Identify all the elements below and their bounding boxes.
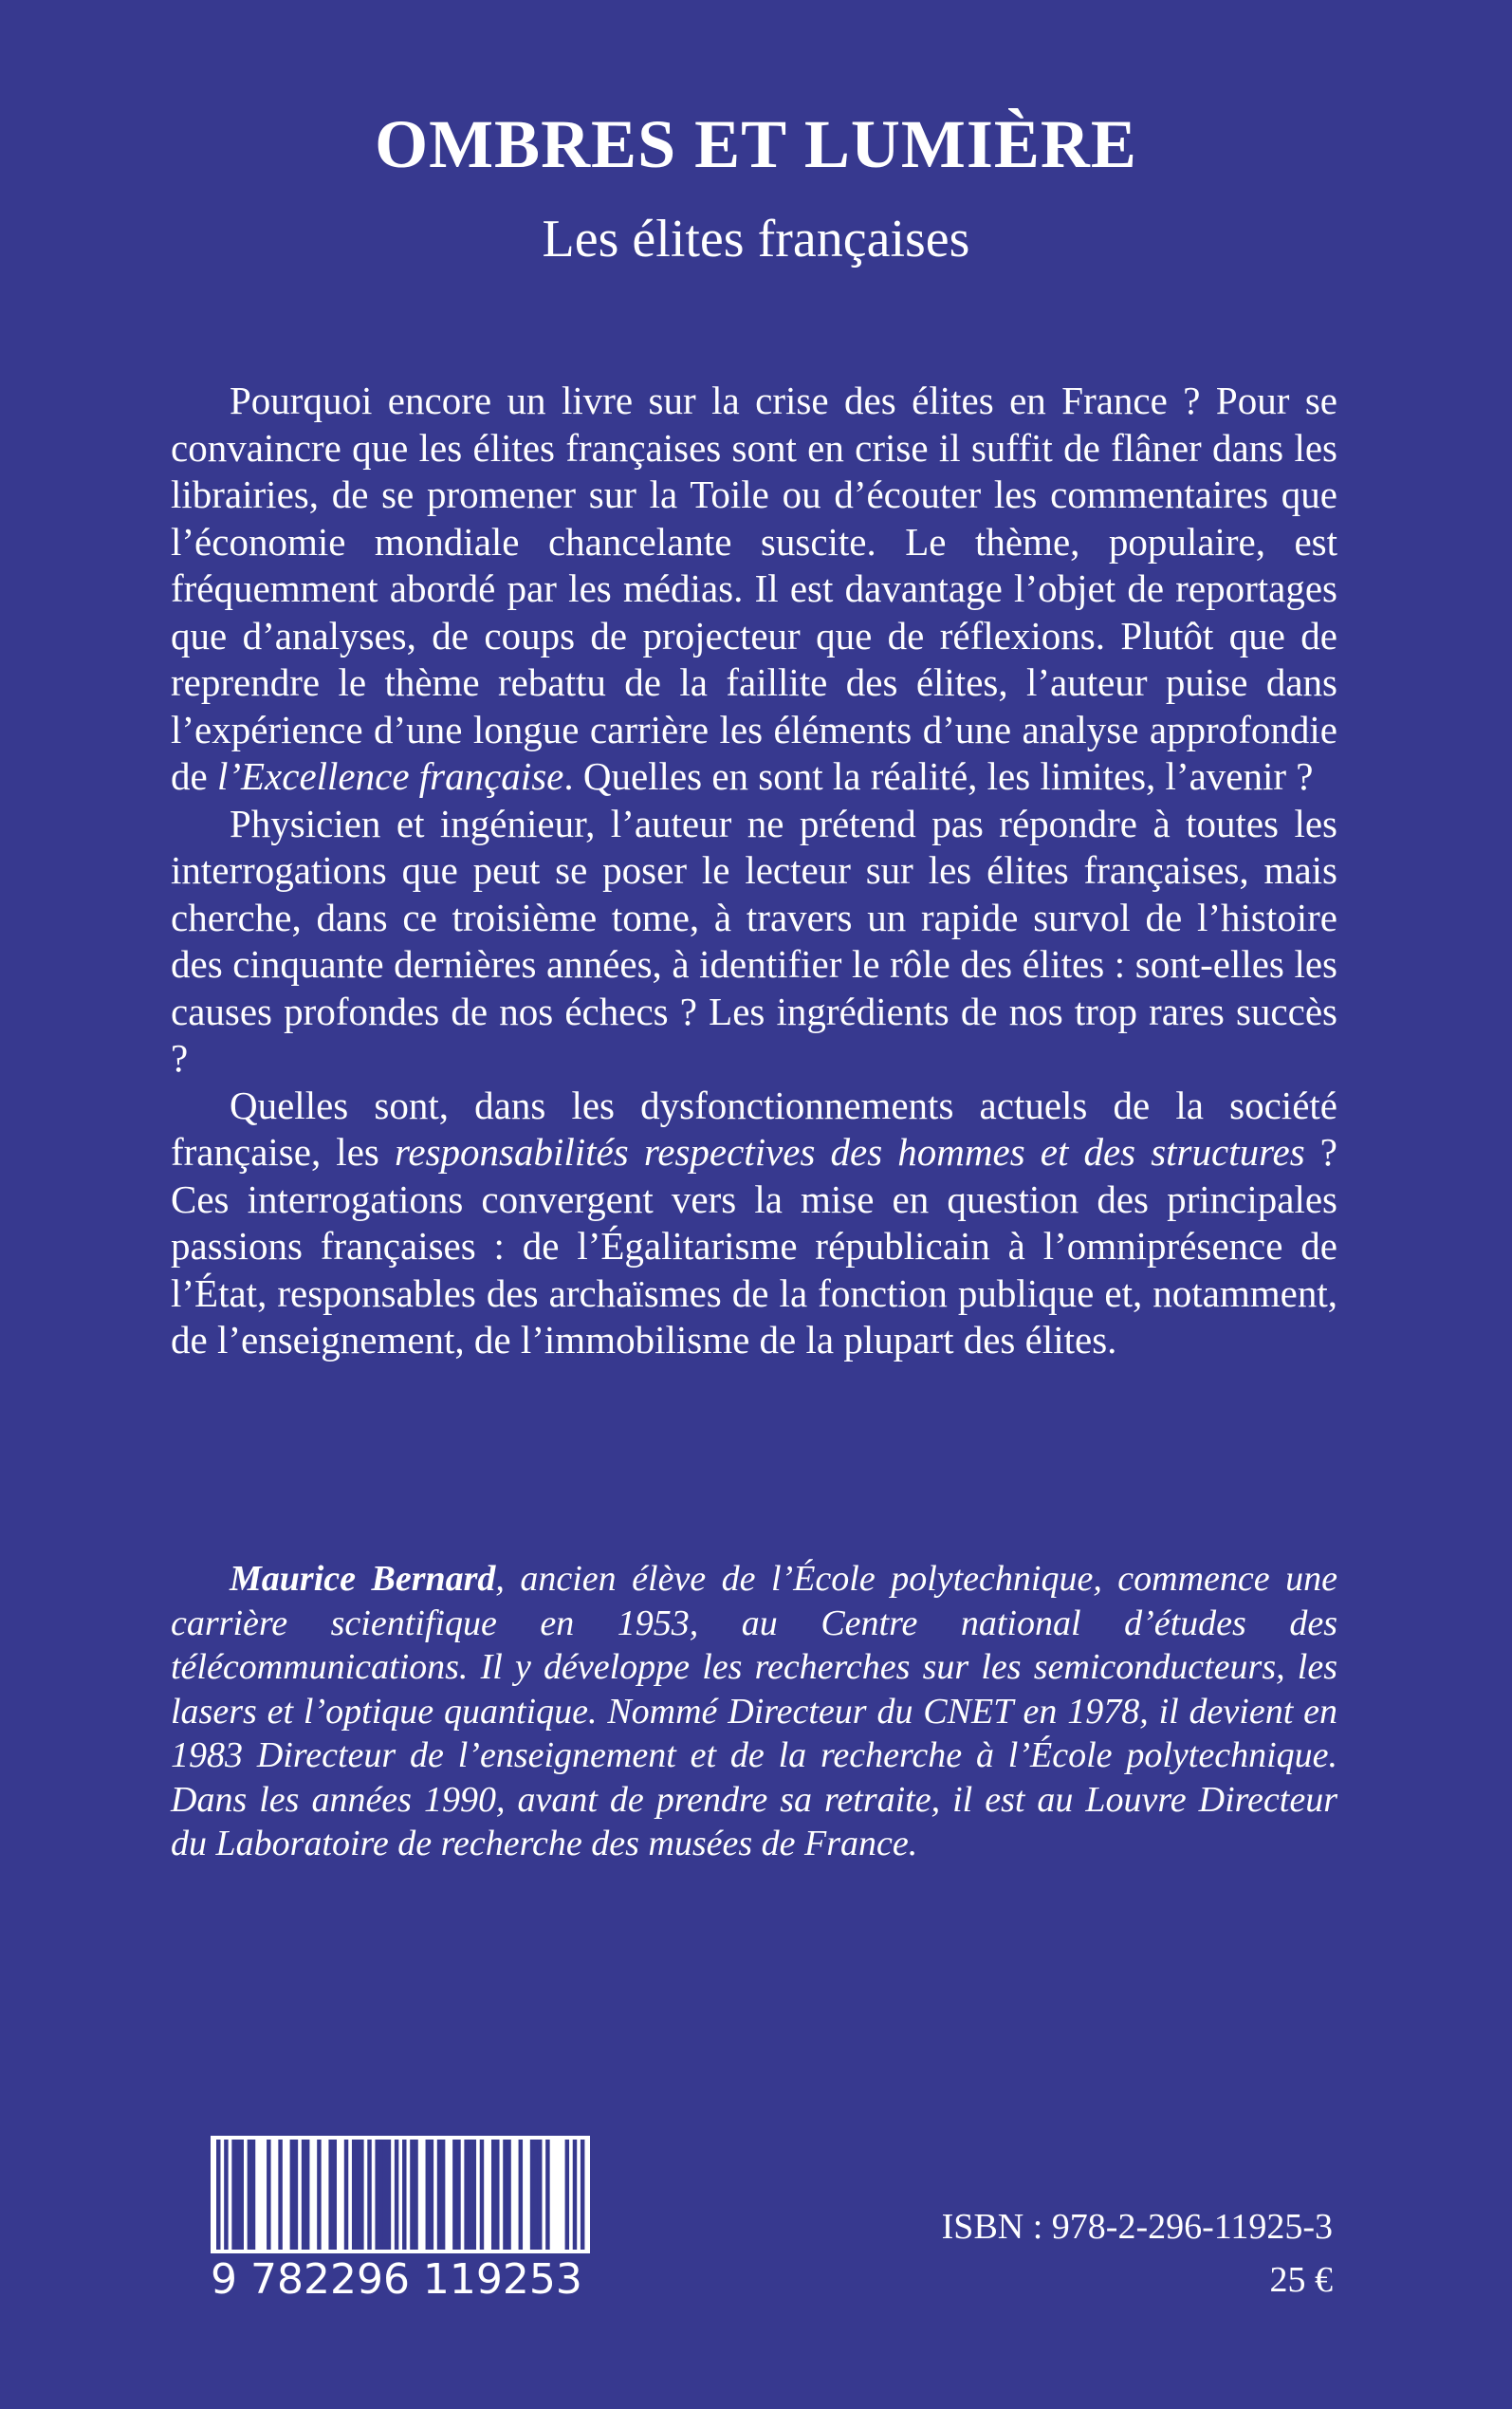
author-name: Maurice Bernard — [230, 1559, 496, 1599]
price: 25 € — [1269, 2260, 1333, 2300]
blurb-text — [171, 378, 1337, 1364]
blurb-paragraph-3-italic: responsabilités respectives des hommes et des structures — [394, 1130, 1305, 1174]
author-bio — [171, 1557, 1337, 1866]
blurb-paragraph-3-end: ? Ces interrogations convergent vers la mise en question des principales passions françaises : de l’Égalitarisme républicain à l’omniprésence de l’État, responsables des archaïsmes de la fonction publique et, notamment, de l’enseignement, de l’immobilisme de la plupart des élites. — [171, 1130, 1338, 1362]
blurb-paragraph-3 — [171, 1083, 1337, 1364]
blurb-paragraph-1-italic: l’Excellence française — [216, 754, 564, 798]
barcode-number: 9 782296 119253 — [211, 2255, 582, 2304]
blurb-paragraph-2: Physicien et ingénieur, l’auteur ne prétend pas répondre à toutes les interrogations que peut se poser le lecteur sur les élites françaises, mais cherche, dans ce troisième tome, à travers un rapide survol de l’histoire des cinquante dernières années, à identifier le rôle des élites : sont-elles les causes profondes de nos échecs ? Les ingrédients de nos trop rares succès ? — [171, 801, 1337, 1080]
blurb-paragraph-3-start: Quelles sont, dans les dysfonctionnements actuels de la société française, les — [171, 1083, 1337, 1174]
blurb-paragraph-1-end: . Quelles en sont la réalité, les limites, l’avenir ? — [563, 754, 1314, 798]
book-title: OMBRES ET LUMIÈRE — [375, 106, 1137, 182]
book-subtitle: Les élites françaises — [542, 210, 970, 269]
blurb-paragraph-1 — [171, 378, 1337, 801]
isbn: ISBN : 978-2-296-11925-3 — [941, 2207, 1333, 2247]
blurb-paragraph-1-start: Pourquoi encore un livre sur la crise des élites en France ? Pour se convaincre que les élites françaises sont en crise il suffit de flâner dans les librairies, de se promener sur la Toile ou d’écouter les commentaires que l’économie mondiale chancelante suscite. Le thème, populaire, est fréquemment abordé par les médias. Il est davantage l’objet de reportages que d’analyses, de coups de projecteur que de réflexions. Plutôt que de reprendre le thème rebattu de la faillite des élites, l’auteur puise dans l’expérience d’une longue carrière les éléments d’une analyse approfondie de — [171, 379, 1337, 798]
author-bio-text: , ancien élève de l’École polytechnique, commence une carrière scientifique en 1953, au Centre national d’études des télécommunications. Il y développe les recherches sur les semiconducteurs, les lasers et l’optique quantique. Nommé Directeur du CNET en 1978, il devient en 1983 Directeur de l’enseignement et de la recherche à l’École polytechnique. Dans les années 1990, avant de prendre sa retraite, il est au Louvre Directeur du Laboratoire de recherche des musées de France. — [171, 1559, 1338, 1863]
